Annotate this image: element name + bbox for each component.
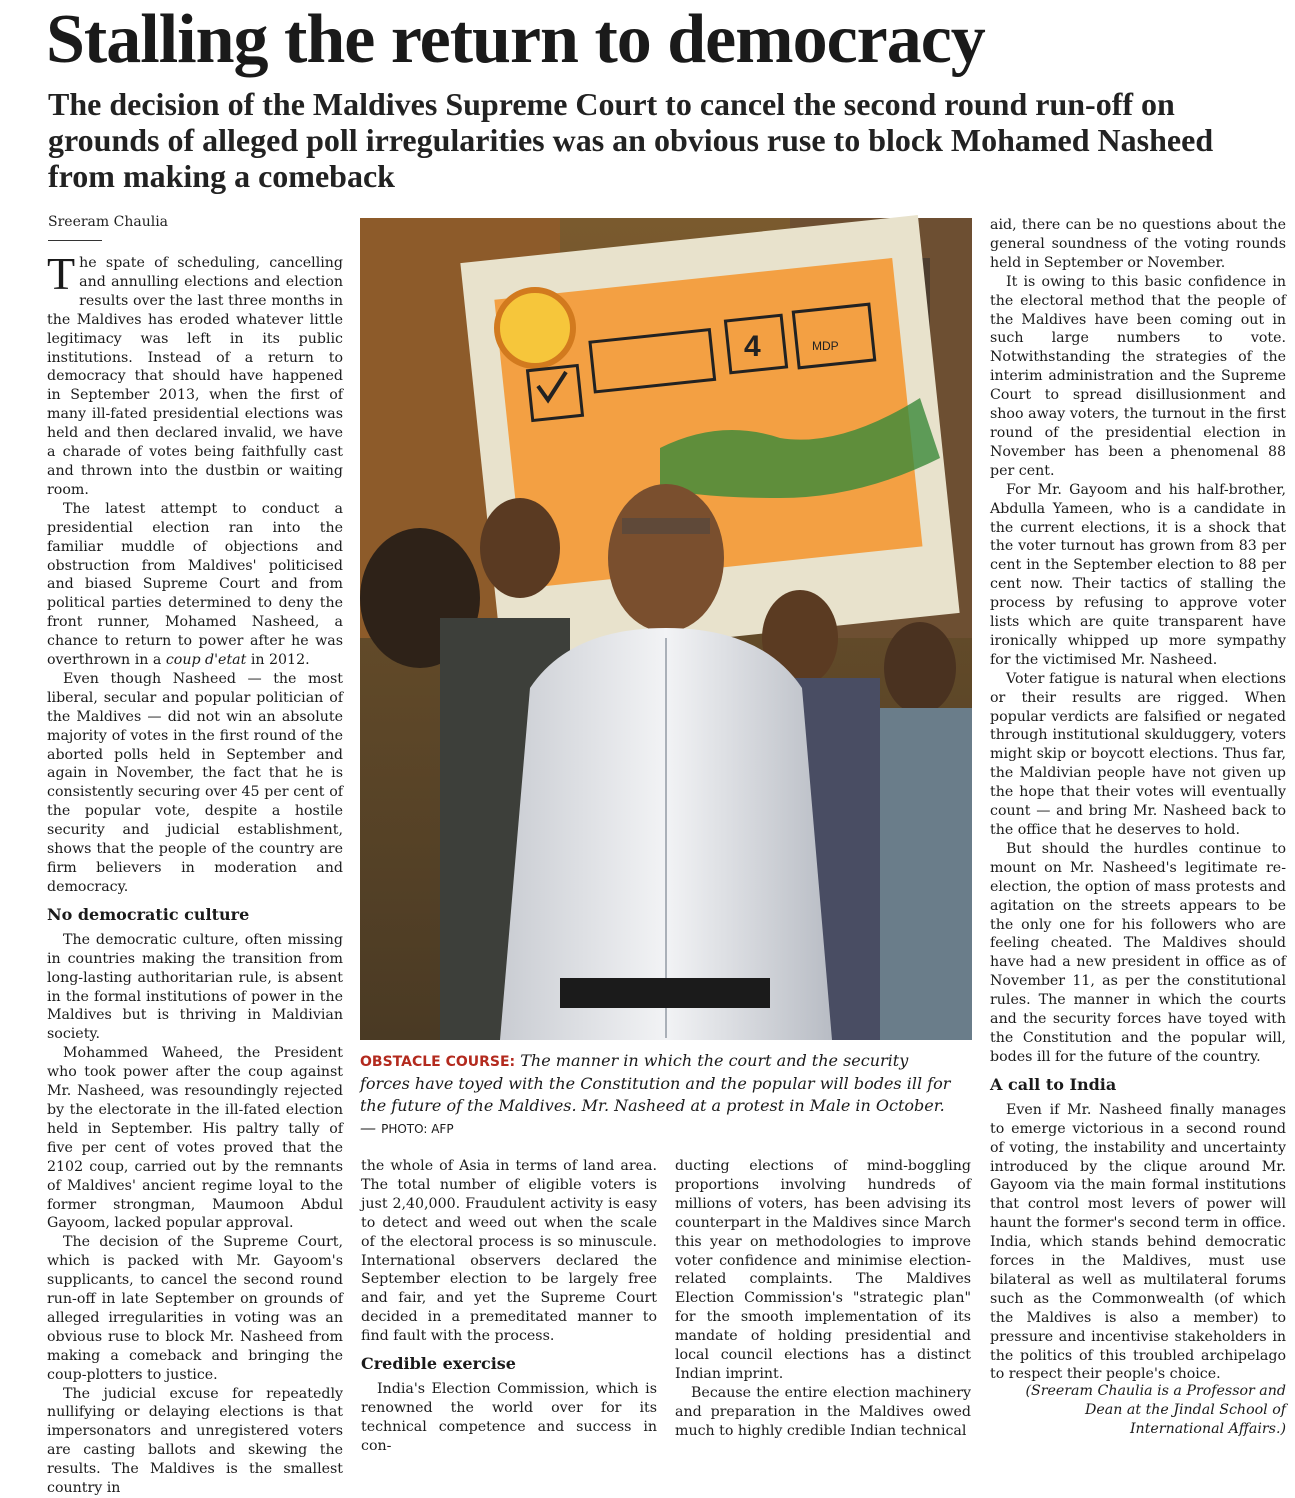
paragraph: India's Election Commission, which is renowned the world over for its technical competence and success in con- — [361, 1381, 657, 1454]
paragraph: The judicial excuse for repeatedly nullifying or delaying elections is that impersonators and unregistered voters are casting ballots and skewing the results. The Maldives is the smallest country in — [47, 1385, 343, 1497]
paragraph: Because the entire election machinery and preparation in the Maldives owed much to highly credible Indian technical — [675, 1384, 971, 1439]
paragraph: The decision of the Supreme Court, which is packed with Mr. Gayoom's supplicants, to cancel the second round run-off in late September on grounds of alleged irregularities in voting was an obvious ruse to block Mr. Nasheed from making a comeback and bringing the coup-plotters to justice. — [47, 1234, 343, 1383]
paragraph: Even if Mr. Nasheed finally manages to emerge victorious in a second round of voting, the instability and uncertainty introduced by the clique around Mr. Gayoom via the main formal institutions that control most levers of power will haunt the former's second term in office. India, which stands behind democratic forces in the Maldives, must use bilateral as well as multilateral forums such as the Commonwealth (of which the Maldives is also a member) to pressure and incentivise stakeholders in the politics of this troubled archipelago to respect their people's choice. — [990, 1101, 1286, 1383]
paragraph: The spate of scheduling, cancelling and annulling elections and election results over the last three months in the Maldives has eroded whatever little legitimacy was left in its public institutions. Instead of a return to democracy that should have happened in September 2013, when the first of many ill-fated presidential elections was held and then declared invalid, we have a charade of votes being faithfully cast and thrown into the dustbin or waiting room. — [47, 248, 343, 498]
paragraph: But should the hurdles continue to mount on Mr. Nasheed's legitimate re-election, the option of mass protests and agitation on the streets appears to be the only one for his followers who are feeling cheated. The Maldives should have had a new president in office as of November 11, as per the constitutional rules. The manner in which the courts and the security forces have toyed with the Constitution and the popular will, bodes ill for the future of the country. — [990, 840, 1286, 1065]
photo-credit: PHOTO: AFP — [381, 1122, 454, 1136]
paragraph: aid, there can be no questions about the general soundness of the voting rounds held in September or November. — [990, 217, 1286, 271]
paragraph: Even though Nasheed — the most liberal, secular and popular politician of the Maldives — did not win an absolute majority of votes in the first round of the aborted polls held in September and again in November, the fact that he is consistently securing over 45 per cent of the popular vote, despite a hostile security and judicial establishment, shows that the people of the country are firm believers in moderation and democracy. — [47, 670, 343, 895]
paragraph: The latest attempt to conduct a presidential election ran into the familiar muddle of objections and obstruction from Maldives' politicised and biased Supreme Court and from political parties determined to deny the front runner, Mohamed Nasheed, a chance to return to power after he was overthrown in a coup d'etat in 2012. — [47, 500, 343, 669]
author-bio: (Sreeram Chaulia is a Professor and Dean at the Jindal School of International Affairs.) — [1025, 1383, 1286, 1437]
subhead: No democratic culture — [47, 904, 250, 924]
subhead: A call to India — [990, 1074, 1117, 1094]
deck: The decision of the Maldives Supreme Court to cancel the second round run-off on grounds of alleged poll irregularities was an obvious ruse to block Mohamed Nasheed from making a comeback — [48, 86, 1214, 194]
paragraph: Mohammed Waheed, the President who took power after the coup against Mr. Nasheed, was resoundingly rejected by the electorate in the ill-fated election held in September. His paltry tally of five per cent of votes proved that the 2102 coup, carried out by the remnants of Maldives' ancient regime loyal to the former strongman, Maumoon Abdul Gayoom, lacked popular approval. — [47, 1045, 343, 1232]
photo-illustration — [360, 218, 972, 1040]
poster-number: 4 — [744, 330, 761, 363]
headline: Stalling the return to democracy — [46, 1, 985, 78]
subhead: Credible exercise — [361, 1354, 516, 1374]
paragraph: ducting elections of mind-boggling proportions involving hundreds of millions of voters, has been advising its counterpart in the Maldives since March this year on methodologies to improve voter confidence and minimise election-related complaints. The Maldives Election Commission's "strategic plan" for the smooth implementation of its mandate of holding presidential and local council elections has a distinct Indian imprint. — [675, 1158, 971, 1382]
paragraph: For Mr. Gayoom and his half-brother, Abdulla Yameen, who is a candidate in the current elections, it is a shock that the voter turnout has grown from 83 per cent in the September election to 88 per cent now. Their tactics of stalling the process by refusing to approve voter lists which are quite transparent have ironically whipped up more sympathy for the victimised Mr. Nasheed. — [990, 481, 1286, 668]
column-4 — [990, 216, 1286, 1383]
paragraph: the whole of Asia in terms of land area. The total number of eligible voters is just 2,40,000. Fraudulent activity is easy to detect and weed out when the scale of the electoral process is so minuscule. International observers declared the September election to be largely free and fair, and yet the Supreme Court decided in a premeditated manner to find fault with the process. — [361, 1158, 657, 1345]
drop-cap: T — [47, 248, 76, 299]
poster-party: MDP — [812, 339, 839, 353]
paragraph: Voter fatigue is natural when elections or their results are rigged. When popular verdicts are falsified or negated through institutional skulduggery, voters might skip or boycott elections. Thus far, the Maldivian people have not given up the hope that their votes will eventually count — and bring Mr. Nasheed back to the office that he deserves to hold. — [990, 670, 1286, 838]
photo-caption — [360, 1050, 960, 1140]
article-photo — [360, 218, 972, 1040]
caption-tag: OBSTACLE COURSE: — [360, 1054, 516, 1070]
byline: Sreeram Chaulia — [48, 214, 169, 230]
column-3 — [675, 1157, 971, 1439]
paragraph: It is owing to this basic confidence in the electoral method that the people of the Maldives have been coming out in such large numbers to vote. Notwithstanding the strategies of the interim administration and the Supreme Court to spread disillusionment and shoo away voters, the turnout in the first round of the presidential election in November has been a phenomenal 88 per cent. — [990, 273, 1286, 479]
byline-rule — [48, 240, 102, 241]
column-2 — [361, 1157, 657, 1454]
paragraph: The democratic culture, often missing in countries making the transition from long-lasting authoritarian rule, is absent in the formal institutions of power in the Maldives but is thriving in Maldivian society. — [47, 931, 343, 1043]
caption-text: The manner in which the court and the security forces have toyed with the Constitution and the popular will bodes ill for the future of the Maldives. Mr. Nasheed at a protest in Male in October. — — [360, 1051, 951, 1137]
column-1 — [47, 248, 343, 1497]
